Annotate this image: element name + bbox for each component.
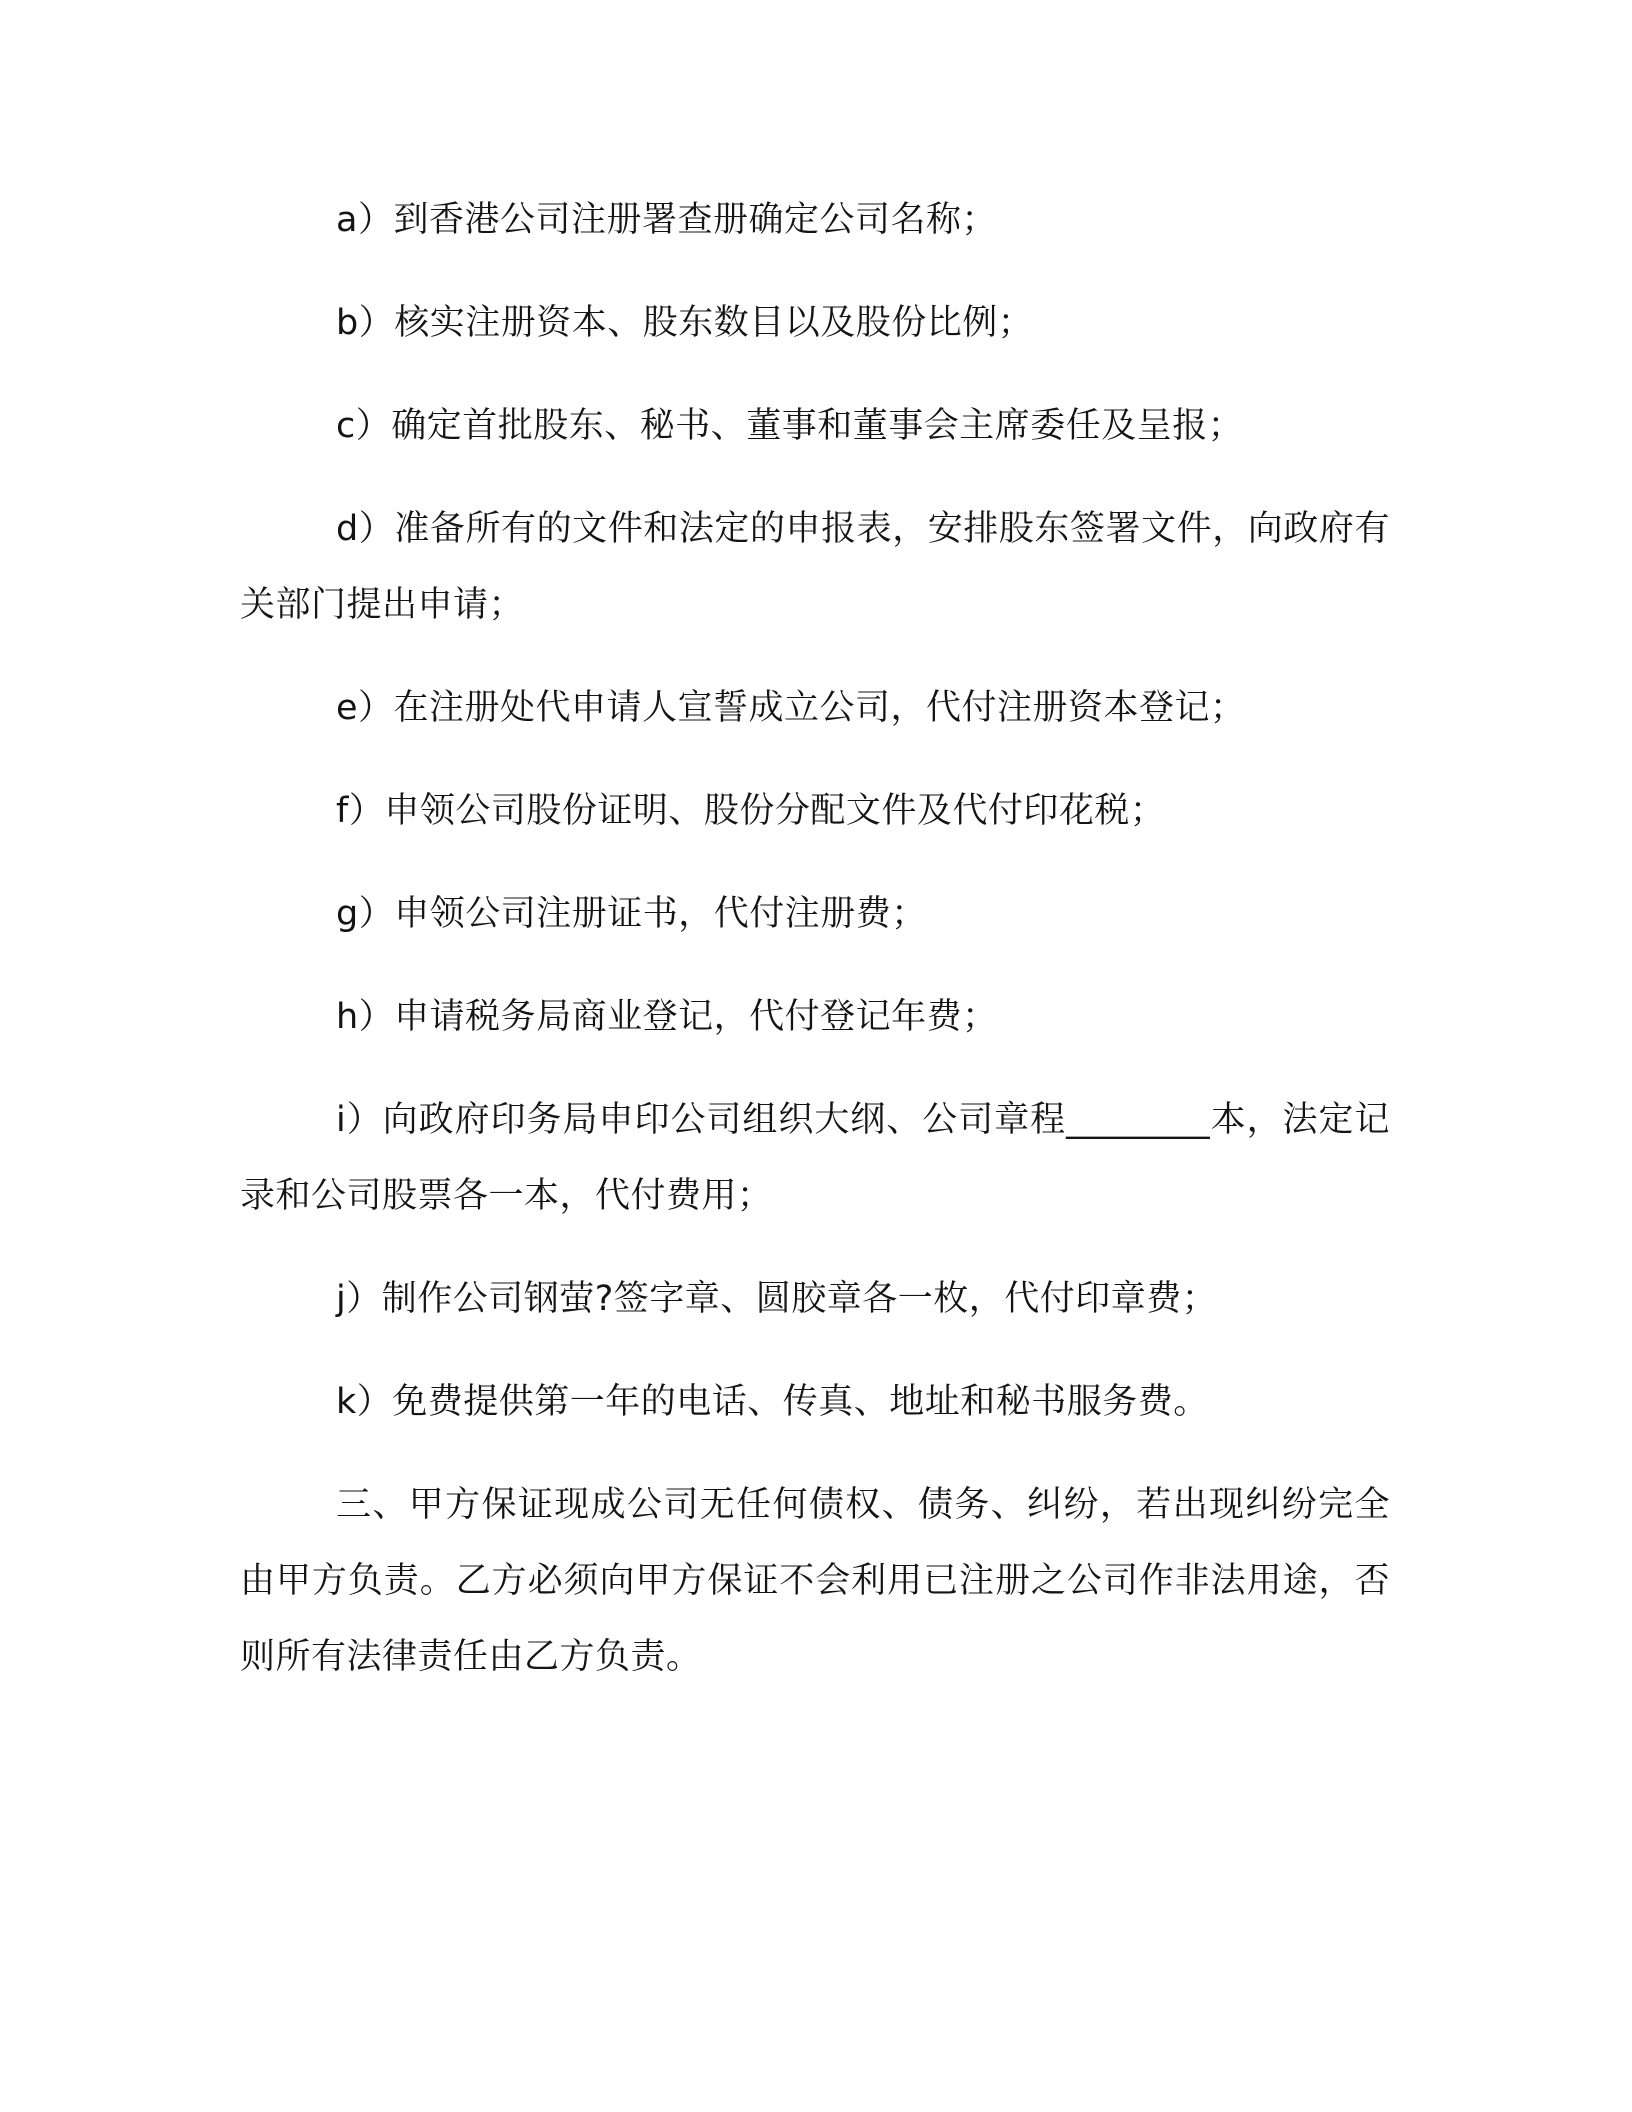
clause-h: h）申请税务局商业登记，代付登记年费； (336, 997, 998, 1037)
clause-c: c）确定首批股东、秘书、董事和董事会主席委任及呈报； (336, 406, 1244, 446)
clause-g: g）申领公司注册证书，代付注册费； (336, 894, 927, 934)
clause-j: j）制作公司钢萤?签字章、圆胶章各一枚，代付印章费； (336, 1279, 1218, 1319)
clause-b: b）核实注册资本、股东数目以及股份比例； (336, 303, 1034, 343)
section-three: 三、甲方保证现成公司无任何债权、债务、纠纷，若出现纠纷完全由甲方负责。乙方必须向甲方保证不会利用已注册之公司作非法用途，否则所有法律责任由乙方负责。 (240, 1485, 1390, 1677)
clause-i: i）向政府印务局申印公司组织大纲、公司章程________本，法定记录和公司股票各一本，代付费用； (240, 1100, 1390, 1216)
clause-k: k）免费提供第一年的电话、传真、地址和秘书服务费。 (336, 1382, 1209, 1422)
clause-e: e）在注册处代申请人宣誓成立公司，代付注册资本登记； (336, 688, 1246, 728)
clause-a: a）到香港公司注册署查册确定公司名称； (336, 200, 997, 240)
clause-f: f）申领公司股份证明、股份分配文件及代付印花税； (336, 791, 1166, 831)
document-body (240, 182, 1390, 1695)
clause-d: d）准备所有的文件和法定的申报表，安排股东签署文件，向政府有关部门提出申请； (240, 509, 1390, 625)
